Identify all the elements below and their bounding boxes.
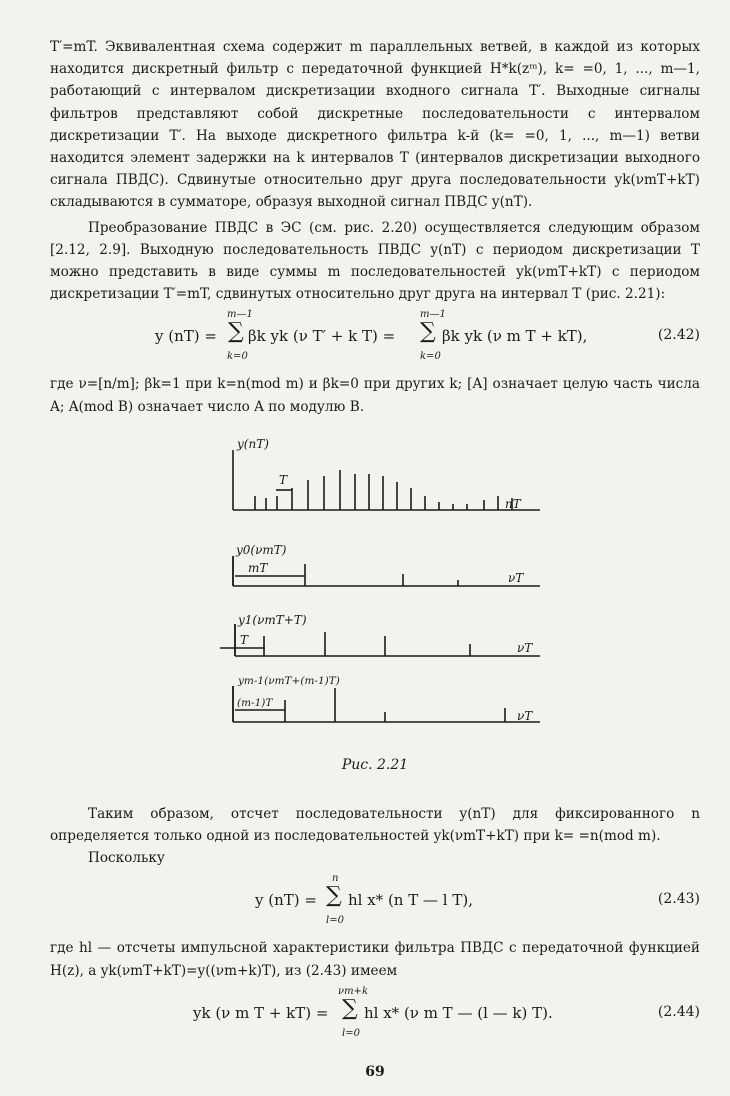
page-number: 69 [365,1064,385,1080]
eq-242-sum2-lower: k=0 [420,351,441,363]
row3-samples [235,624,470,656]
row2-period-label: mT [248,560,268,575]
eq-243-term: hl x* (n T — l T), [348,891,473,910]
eq-242-sum2-upper: m—1 [420,309,446,321]
row4-samples [233,686,505,722]
figure-caption: Рис. 2.21 [341,756,409,773]
row1-axis-label: nT [505,496,521,511]
row2-axis-label: νT [508,570,524,585]
eq-243-lhs: y (nT) = [255,891,322,910]
equation-2-42 [50,307,700,371]
paragraph-1: T′=mT. Эквивалентная схема содержит m параллельных ветвей, в каждой из которых находится дискретный фильтр с передаточной функцией H*k(zᵐ), k= =0, 1, ..., m—1, работающий с интервалом дискретизации входного сигнала T′. Выходные сигналы фильтров представляют собой дискретные последовательности с интервалом дискретизации T′. На выходе дискретного фильтра k-й (k= =0, 1, ..., m—1) ветви находится элемент задержки на k интервалов T (интервалов дискретизации выходного сигнала ПВДС). Сдвинутые относительно друг друга последовательности yk(νmT+kT) складываются в сумматоре, образуя выходной сигнал ПВДС y(nT). [50,39,700,211]
row1-samples [255,470,512,510]
page [50,36,700,1080]
paragraph-3: где ν=[n/m]; βk=1 при k=n(mod m) и βk=0 при других k; [A] означает целую часть числа A; A(mod B) означает число A по модулю B. [50,376,700,415]
row2-label: y0(νmT) [236,542,287,557]
row1-label: y(nT) [237,436,269,451]
eq-242-sigma-1: ∑ [228,319,244,345]
eq-243-number: (2.43) [657,891,700,908]
paragraph-6: где hl — отсчеты импульсной характеристики фильтра ПВДС с передаточной функцией H(z), а yk(νmT+kT)=y((νm+k)T), из (2.43) имеем [50,940,700,979]
row1-period-label: T [279,472,288,487]
eq-242-term2: βk yk (ν m T + kT), [442,327,588,346]
eq-242-lhs: y (nT) = [155,327,222,346]
row4-label: ym-1(νmT+(m-1)T) [238,674,340,687]
eq-243-sum-upper: n [332,873,339,885]
paragraph-2: Преобразование ПВДС в ЭС (см. рис. 2.20) осуществляется следующим образом [2.12, 2.9]. Выходную последовательность ПВДС y(nT) с периодом дискретизации T можно представить в виде суммы m последовательностей yk(νmT+kT) с периодом дискретизации T′=mT, сдвинутых относительно друг друга на интервал T (рис. 2.21): [50,219,700,303]
paragraph-4: Таким образом, отсчет последовательности y(nT) для фиксированного n определяется только одной из последовательностей yk(νmT+kT) при k= =n(mod m). [50,805,700,845]
eq-244-sum-upper: νm+k [338,985,368,997]
eq-244-lhs: yk (ν m T + kT) = [193,1003,334,1022]
paragraph-5: Поскольку [88,850,165,867]
eq-242-sum1-lower: k=0 [227,351,248,363]
eq-242-number: (2.42) [657,327,700,344]
equation-2-44 [50,984,700,1048]
row4-period-label: (m-1)T [237,696,273,709]
row3-period-label: T [240,632,249,647]
eq-244-sigma: ∑ [342,995,358,1021]
eq-244-term: hl x* (ν m T — (l — k) T). [364,1003,553,1022]
figure-2-21 [50,428,700,753]
eq-244-sum-lower: l=0 [342,1027,360,1039]
row4-axis-label: νT [517,708,533,723]
eq-243-sum-lower: l=0 [326,915,344,927]
eq-242-term1: βk yk (ν T′ + k T) = [248,327,400,346]
eq-244-number: (2.44) [657,1003,700,1020]
eq-242-sigma-2: ∑ [420,319,436,345]
row3-axis-label: νT [517,640,533,655]
timing-diagram [50,428,700,753]
eq-243-sigma: ∑ [326,883,342,909]
row3-label: y1(νmT+T) [238,612,307,627]
eq-242-sum1-upper: m—1 [227,309,253,321]
equation-2-43 [50,871,700,935]
